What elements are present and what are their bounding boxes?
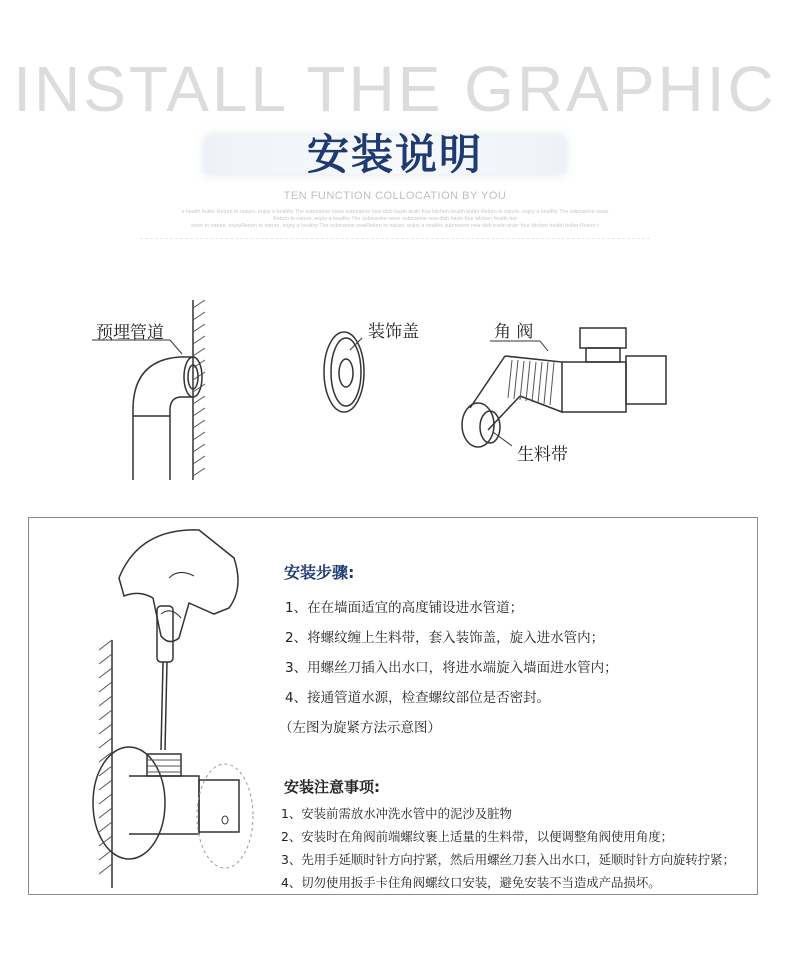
- notes-title: 安装注意事项:: [284, 778, 380, 796]
- hand-screwdriver-icon: [29, 518, 269, 894]
- angle-valve-icon: [462, 328, 666, 447]
- step-item: 3、用螺丝刀插入出水口，将进水端旋入墙面进水管内；: [285, 660, 618, 676]
- cover-plate-icon: [324, 332, 364, 412]
- label-ptfe-tape: 生料带: [517, 445, 568, 465]
- note-item: 4、切勿使用扳手卡住角阀螺纹口安装，避免安装不当造成产品损坏。: [281, 875, 661, 890]
- label-angle-valve: 角 阀: [494, 322, 534, 342]
- step-item: 4、接通管道水源，检查螺纹部位是否密封。: [285, 690, 551, 706]
- title-chinese: 安装说明: [306, 130, 483, 179]
- label-embedded-pipe: 预埋管道: [96, 323, 164, 343]
- label-decorative-cover: 装饰盖: [368, 322, 419, 342]
- tiny-text-line-1: e health butler Return to nature, enjoy a healthy The submarine news submarine new dish basin drain four kitchen health butler Return to nature, enjoy a healthy The submarine news: [181, 209, 609, 215]
- tiny-text-line-2: Return to nature, enjoy a healthy The submarine news submarine new dish basin four kitchen health but: [273, 216, 517, 222]
- note-item: 2、安装时在角阀前端螺纹裹上适量的生料带，以便调整角阀使用角度；: [281, 829, 673, 844]
- step-item: 2、将螺纹缠上生料带，套入装饰盖，旋入进水管内；: [285, 630, 605, 646]
- steps-title: 安装步骤:: [284, 563, 355, 582]
- steps-hint: （左图为旋紧方法示意图）: [279, 720, 441, 736]
- subtitle: TEN FUNCTION COLLOCATION BY YOU: [283, 190, 507, 202]
- step-item: 1、在在墙面适宜的高度铺设进水管道；: [285, 600, 524, 616]
- note-item: 1、安装前需放水冲洗水管中的泥沙及脏物: [281, 806, 512, 821]
- divider: [140, 238, 650, 239]
- tiny-text-line-3: eturn to nature, enjoyReturn to nature, enjoy a healthy The submarine newReturn to nature, enjoy a healthe submarine new dish basin drain four kitchen health butler Return t: [191, 223, 599, 229]
- note-item: 3、先用手延顺时针方向拧紧，然后用螺丝刀套入出水口，延顺时针方向旋转拧紧；: [281, 852, 735, 867]
- title-english: INSTALL THE GRAPHIC: [13, 53, 777, 125]
- instruction-panel: [28, 517, 758, 895]
